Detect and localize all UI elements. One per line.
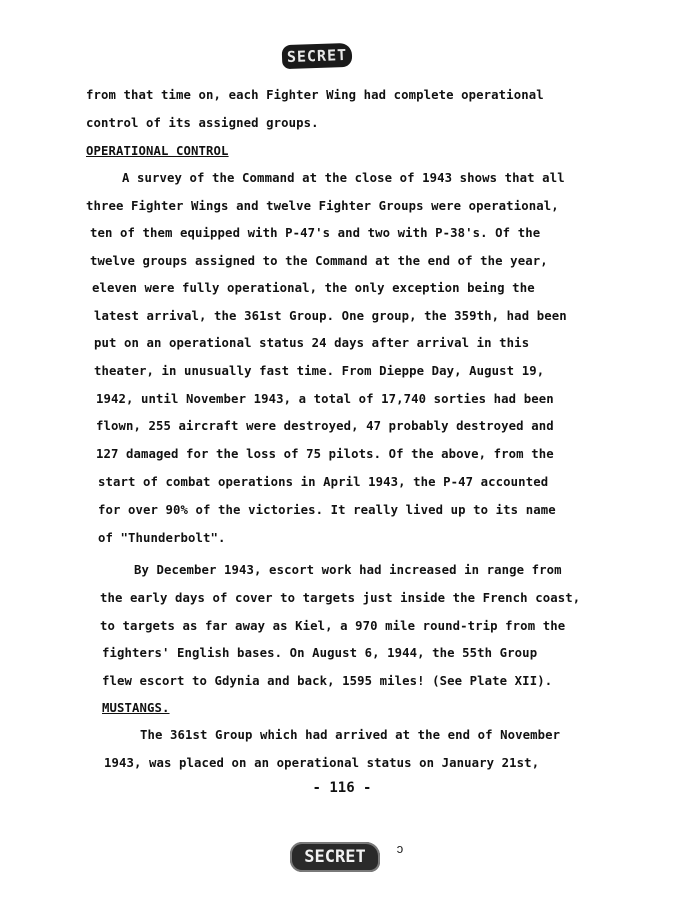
text-line: flew escort to Gdynia and back, 1595 miles! (See Plate XII). — [102, 674, 553, 688]
text-line: A survey of the Command at the close of 1943 shows that all — [122, 171, 565, 185]
text-line: twelve groups assigned to the Command at the end of the year, — [90, 254, 548, 268]
page-number: - 116 - — [312, 780, 372, 796]
text-line: 1943, was placed on an operational status on January 21st, — [104, 756, 540, 770]
text-line: put on an operational status 24 days after arrival in this — [94, 336, 530, 350]
text-line: the early days of cover to targets just inside the French coast, — [100, 591, 581, 605]
text-line: 1942, until November 1943, a total of 17,740 sorties had been — [96, 392, 554, 406]
text-line: of "Thunderbolt". — [98, 531, 226, 545]
section-heading-mustangs: MUSTANGS. — [102, 701, 170, 715]
text-line: from that time on, each Fighter Wing had complete operational — [86, 88, 544, 102]
text-line: ten of them equipped with P-47's and two with P-38's. Of the — [90, 226, 541, 240]
text-line: for over 90% of the victories. It really lived up to its name — [98, 503, 556, 517]
text-line: to targets as far away as Kiel, a 970 mile round-trip from the — [100, 619, 566, 633]
text-line: eleven were fully operational, the only exception being the — [92, 281, 535, 295]
text-line: theater, in unusually fast time. From Dieppe Day, August 19, — [94, 364, 545, 378]
text-line: latest arrival, the 361st Group. One group, the 359th, had been — [94, 309, 567, 323]
text-line: By December 1943, escort work had increased in range from — [134, 563, 562, 577]
text-line: fighters' English bases. On August 6, 1944, the 55th Group — [102, 646, 538, 660]
secret-stamp-bottom: SECRET — [290, 842, 380, 872]
section-heading-operational-control: OPERATIONAL CONTROL — [86, 144, 229, 158]
text-line: 127 damaged for the loss of 75 pilots. Of the above, from the — [96, 447, 554, 461]
margin-mark: ↄ — [396, 842, 404, 857]
secret-stamp-top: SECRET — [282, 43, 353, 69]
text-line: flown, 255 aircraft were destroyed, 47 probably destroyed and — [96, 419, 554, 433]
text-line: The 361st Group which had arrived at the end of November — [140, 728, 561, 742]
text-line: control of its assigned groups. — [86, 116, 319, 130]
text-line: three Fighter Wings and twelve Fighter Groups were operational, — [86, 199, 559, 213]
text-line: start of combat operations in April 1943, the P-47 accounted — [98, 475, 549, 489]
